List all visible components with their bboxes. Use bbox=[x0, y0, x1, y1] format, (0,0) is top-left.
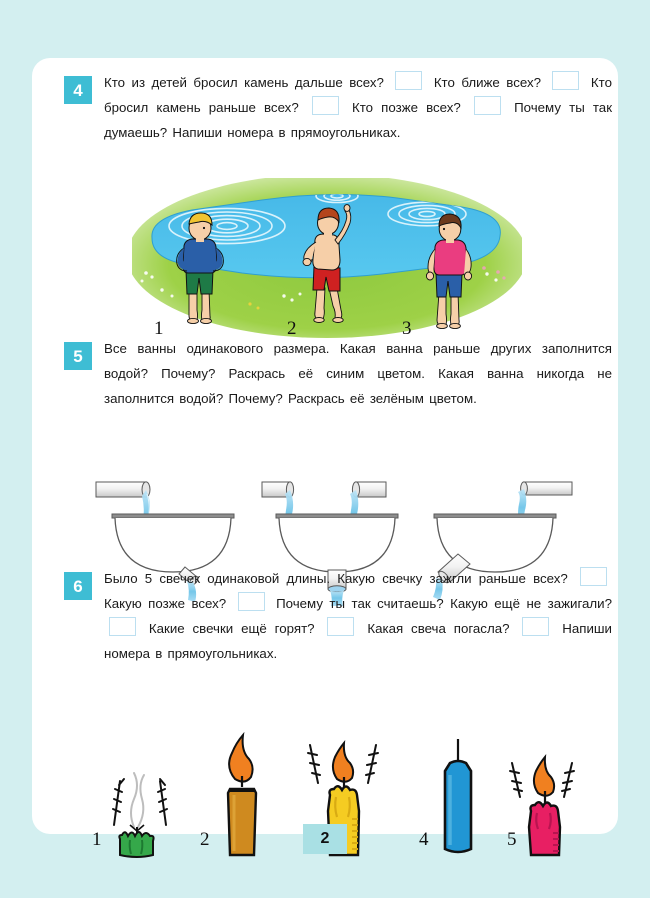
candle-label-5: 5 bbox=[507, 829, 517, 850]
task-6-text-part-2: Какую позже всех? bbox=[104, 596, 227, 611]
pond-label-1: 1 bbox=[154, 318, 164, 339]
task-5-question: Все ванны одинакового размера. Какая ванна раньше других заполнится водой? Почему? Раскрась её синим цветом. Какая ванна никогда не заполнится водой? Почему? Раскрась её зелёным цветом. bbox=[104, 341, 612, 406]
task-4-text-part-2: Кто ближе всех? bbox=[433, 75, 541, 90]
candle-label-1: 1 bbox=[92, 829, 102, 850]
task-6-answer-box-1[interactable] bbox=[580, 567, 607, 586]
pond-label-3: 3 bbox=[402, 318, 412, 339]
candle-1 bbox=[113, 773, 167, 857]
candle-label-2: 2 bbox=[200, 829, 210, 850]
flame bbox=[229, 735, 252, 782]
task-6-answer-box-4[interactable] bbox=[327, 617, 354, 636]
pond-illustration bbox=[132, 178, 522, 343]
candle-4 bbox=[445, 739, 471, 852]
task-6 bbox=[32, 566, 618, 850]
candle-label-4: 4 bbox=[419, 829, 429, 850]
task-6-question bbox=[104, 566, 612, 666]
task-6-text-part-6: Напиши номера в прямоугольниках. bbox=[104, 621, 612, 661]
task-6-number-badge: 6 bbox=[64, 572, 92, 600]
task-4-answer-box-2[interactable] bbox=[552, 71, 579, 90]
task-6-text-part-5: Какая свеча погасла? bbox=[367, 621, 510, 636]
task-4-answer-box-3[interactable] bbox=[312, 96, 339, 115]
task-6-answer-box-3[interactable] bbox=[109, 617, 136, 636]
task-4-question bbox=[104, 70, 612, 145]
candle-2 bbox=[228, 735, 256, 855]
task-4-answer-box-4[interactable] bbox=[474, 96, 501, 115]
task-6-text-part-1: Было 5 свечек одинаковой длины. Какую свечку зажгли раньше всех? bbox=[104, 571, 568, 586]
pond-label-2: 2 bbox=[287, 318, 297, 339]
pond-svg bbox=[132, 178, 522, 343]
task-4-text-part-1: Кто из детей бросил камень дальше всех? bbox=[104, 75, 384, 90]
worksheet-card bbox=[32, 58, 618, 850]
page-number: 2 bbox=[303, 824, 347, 854]
flame bbox=[333, 743, 353, 782]
task-5-number-badge: 5 bbox=[64, 342, 92, 370]
task-6-text-part-4: Какие свечки ещё горят? bbox=[148, 621, 315, 636]
flame bbox=[534, 757, 554, 796]
candle-5 bbox=[510, 757, 574, 855]
task-4-text-part-5: Почему ты так думаешь? Напиши номера в прямоугольниках. bbox=[104, 100, 613, 140]
task-6-answer-box-2[interactable] bbox=[238, 592, 265, 611]
task-4-answer-box-1[interactable] bbox=[395, 71, 422, 90]
task-4-number-badge: 4 bbox=[64, 76, 92, 104]
task-6-text-part-3: Почему ты так считаешь? Какую ещё не зажигали? bbox=[276, 596, 612, 611]
task-5 bbox=[32, 336, 618, 411]
task-4-text-part-3: Кто бросил камень раньше всех? bbox=[104, 75, 612, 115]
task-4 bbox=[32, 70, 618, 339]
task-4-text-part-4: Кто позже всех? bbox=[351, 100, 461, 115]
task-6-answer-box-5[interactable] bbox=[522, 617, 549, 636]
